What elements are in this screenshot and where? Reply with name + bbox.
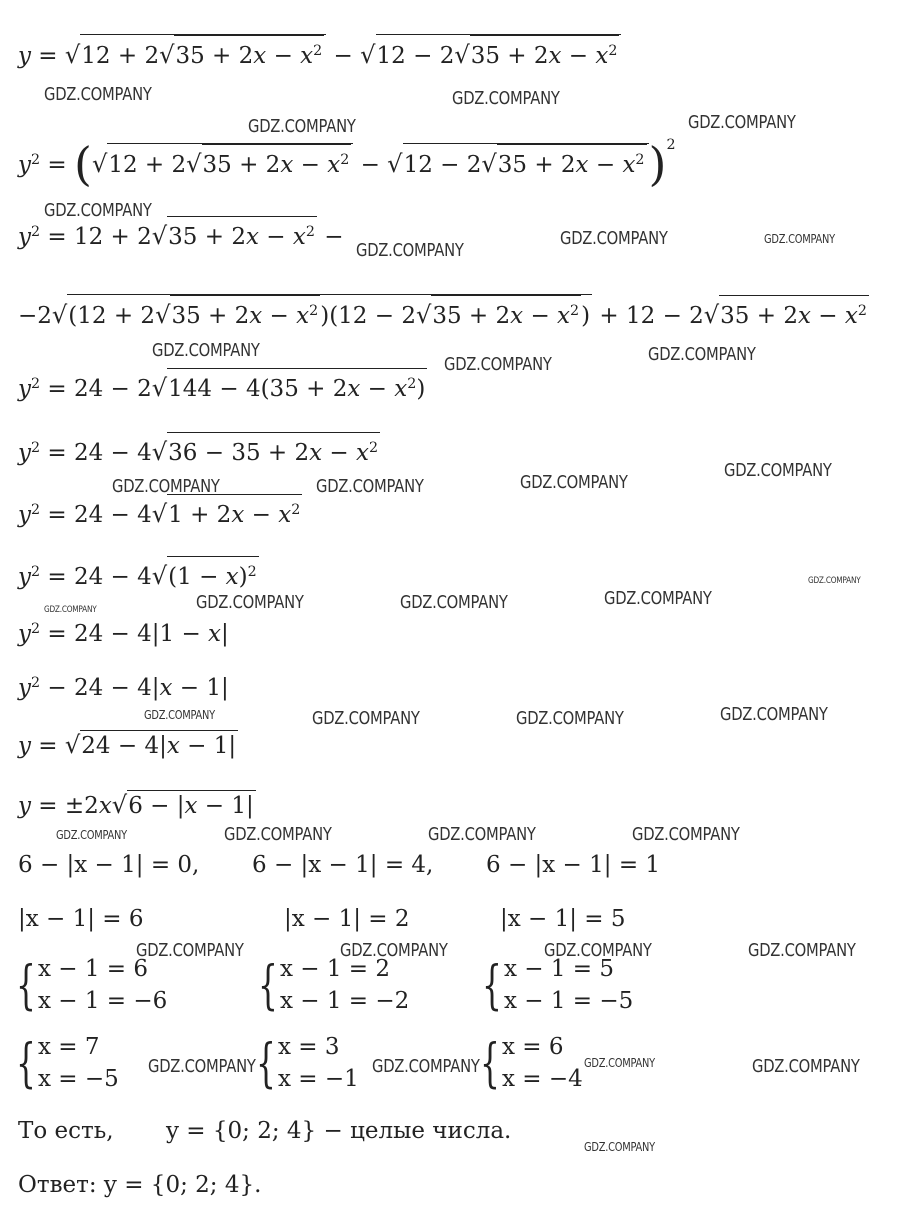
watermark: GDZ.COMPANY: [400, 592, 508, 613]
system-2-row-2: x − 1 = −2: [280, 988, 410, 1014]
equation-line-11: y = √24 − 4|x − 1|: [18, 731, 237, 759]
system-2: [258, 956, 458, 1020]
watermark: GDZ.COMPANY: [44, 84, 152, 105]
equation-line-13b: 6 − |x − 1| = 4,: [252, 852, 434, 878]
equation-line-14c: |x − 1| = 5: [500, 906, 626, 932]
brace-icon: {: [258, 956, 278, 1016]
system-1-row-2: x − 1 = −6: [38, 988, 168, 1014]
solution-3-row-2: x = −4: [502, 1066, 583, 1092]
brace-icon: {: [482, 956, 502, 1016]
watermark: GDZ.COMPANY: [584, 1140, 655, 1154]
brace-icon: {: [480, 1034, 500, 1094]
watermark: GDZ.COMPANY: [584, 1056, 655, 1070]
answer-line: Ответ: y = {0; 2; 4}.: [18, 1172, 262, 1198]
equation-line-9: $y^2 = 24 - 4|1 - x|$: [18, 620, 229, 647]
equation-line-12: y = ±2x√6 − |x − 1|: [18, 791, 254, 819]
equation-line-3: $y^2 = 12 + 2√35 + 2x - x^2$ −: [18, 216, 344, 252]
watermark: GDZ.COMPANY: [428, 824, 536, 845]
equation-line-2: $y^2 = (√12 + 2√35 + 2x - x^2 - √12 - 2√35 + 2x - x^2)^2$: [18, 136, 676, 191]
watermark: GDZ.COMPANY: [224, 824, 332, 845]
system-3-row-1: x − 1 = 5: [504, 956, 615, 982]
watermark: GDZ.COMPANY: [196, 592, 304, 613]
equation-line-4: $-2√(12 + 2√35 + 2x - x^2)(12 - 2√35 + 2x - x^2) + 12 - 2√35 + 2x - x^2$: [18, 294, 869, 331]
watermark: GDZ.COMPANY: [632, 824, 740, 845]
system-1: [16, 956, 216, 1020]
equation-line-13a: 6 − |x − 1| = 0,: [18, 852, 200, 878]
system-3: [482, 956, 682, 1020]
equation-line-13c: 6 − |x − 1| = 1: [486, 852, 661, 878]
watermark: GDZ.COMPANY: [372, 1056, 480, 1077]
watermark: GDZ.COMPANY: [748, 940, 856, 961]
watermark: GDZ.COMPANY: [248, 116, 356, 137]
watermark: GDZ.COMPANY: [144, 708, 215, 722]
watermark: GDZ.COMPANY: [724, 460, 832, 481]
watermark: GDZ.COMPANY: [544, 940, 652, 961]
equation-line-5: $y^2 = 24 - 2√144 - 4(35 + 2x - x^2)$: [18, 368, 427, 404]
watermark: GDZ.COMPANY: [136, 940, 244, 961]
brace-icon: {: [256, 1034, 276, 1094]
solution-2-row-1: x = 3: [278, 1034, 340, 1060]
watermark: GDZ.COMPANY: [808, 576, 861, 586]
conclusion-equation: y = {0; 2; 4} − целые числа.: [166, 1118, 512, 1144]
watermark: GDZ.COMPANY: [452, 88, 560, 109]
watermark: GDZ.COMPANY: [752, 1056, 860, 1077]
brace-icon: {: [16, 956, 36, 1016]
watermark: GDZ.COMPANY: [316, 476, 424, 497]
watermark: GDZ.COMPANY: [56, 828, 127, 842]
watermark: GDZ.COMPANY: [312, 708, 420, 729]
equation-line-14b: |x − 1| = 2: [284, 906, 410, 932]
solution-3-row-1: x = 6: [502, 1034, 564, 1060]
watermark: GDZ.COMPANY: [44, 605, 97, 615]
solution-1-row-1: x = 7: [38, 1034, 100, 1060]
watermark: GDZ.COMPANY: [444, 354, 552, 375]
solution-2: [256, 1034, 386, 1098]
watermark: GDZ.COMPANY: [356, 240, 464, 261]
equation-line-14a: |x − 1| = 6: [18, 906, 144, 932]
solution-2-row-2: x = −1: [278, 1066, 359, 1092]
system-2-row-1: x − 1 = 2: [280, 956, 391, 982]
watermark: GDZ.COMPANY: [516, 708, 624, 729]
conclusion-label: То есть,: [18, 1118, 114, 1144]
equation-line-8: $y^2 = 24 - 4√(1 - x)^2$: [18, 556, 259, 592]
solution-1-row-2: x = −5: [38, 1066, 119, 1092]
watermark: GDZ.COMPANY: [764, 232, 835, 246]
equation-line-1: $y = √12 + 2√35 + 2x - x^2 - √12 - 2√35 + 2x - x^2$: [18, 34, 621, 71]
watermark: GDZ.COMPANY: [604, 588, 712, 609]
watermark: GDZ.COMPANY: [340, 940, 448, 961]
equation-line-7: $y^2 = 24 - 4√1 + 2x - x^2$: [18, 494, 302, 530]
watermark: GDZ.COMPANY: [112, 476, 220, 497]
watermark: GDZ.COMPANY: [560, 228, 668, 249]
equation-line-10: $y^2 - 24 - 4|x - 1|$: [18, 674, 229, 701]
equation-line-6: $y^2 = 24 - 4√36 - 35 + 2x - x^2$: [18, 432, 380, 468]
watermark: GDZ.COMPANY: [152, 340, 260, 361]
watermark: GDZ.COMPANY: [688, 112, 796, 133]
watermark: GDZ.COMPANY: [520, 472, 628, 493]
watermark: GDZ.COMPANY: [648, 344, 756, 365]
brace-icon: {: [16, 1034, 36, 1094]
solution-1: [16, 1034, 146, 1098]
watermark: GDZ.COMPANY: [44, 200, 152, 221]
watermark: GDZ.COMPANY: [720, 704, 828, 725]
system-1-row-1: x − 1 = 6: [38, 956, 149, 982]
system-3-row-2: x − 1 = −5: [504, 988, 634, 1014]
watermark: GDZ.COMPANY: [148, 1056, 256, 1077]
